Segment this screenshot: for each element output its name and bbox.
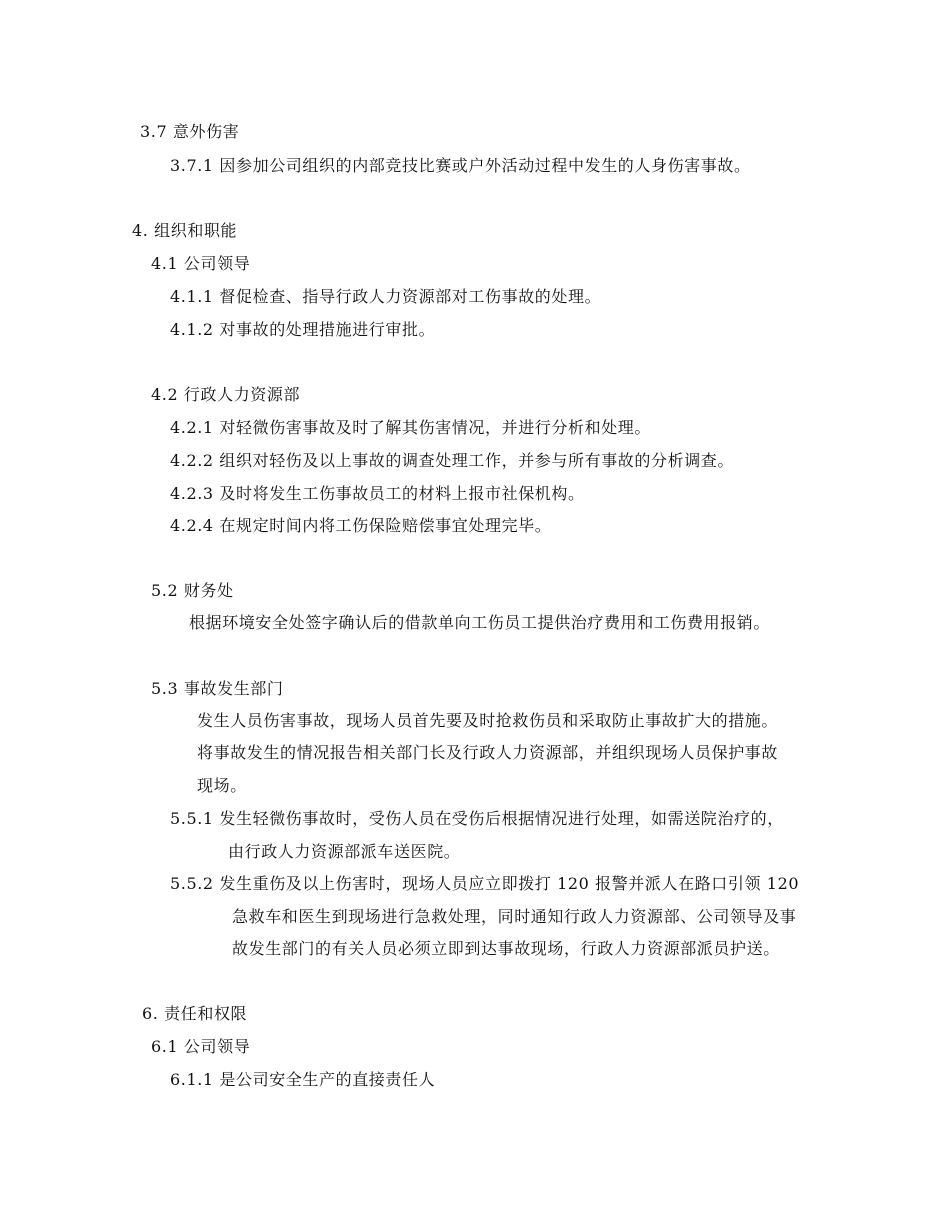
item-3-7-1: 3.7.1 因参加公司组织的内部竞技比赛或户外活动过程中发生的人身伤害事故。 xyxy=(170,156,751,175)
section-heading-6-1: 6.1 公司领导 xyxy=(151,1037,251,1056)
item-5-5-2-continuation: 故发生部门的有关人员必须立即到达事故现场，行政人力资源部派员护送。 xyxy=(232,939,780,958)
item-5-5-1-continuation: 由行政人力资源部派车送医院。 xyxy=(228,842,461,861)
item-5-5-2: 5.5.2 发生重伤及以上伤害时，现场人员应立即拨打 120 报警并派人在路口引领 120 xyxy=(170,874,800,893)
section-heading-3-7: 3.7 意外伤害 xyxy=(140,122,240,141)
item-5-5-1: 5.5.1 发生轻微伤事故时，受伤人员在受伤后根据情况进行处理，如需送院治疗的， xyxy=(170,809,784,828)
item-4-2-2: 4.2.2 组织对轻伤及以上事故的调查处理工作，并参与所有事故的分析调查。 xyxy=(170,451,734,470)
section-heading-4-1: 4.1 公司领导 xyxy=(151,254,251,273)
section-5-3-body-line: 将事故发生的情况报告相关部门长及行政人力资源部，并组织现场人员保护事故 xyxy=(197,743,779,762)
item-4-2-4: 4.2.4 在规定时间内将工伤保险赔偿事宜处理完毕。 xyxy=(170,516,552,535)
item-5-5-2-continuation: 急救车和医生到现场进行急救处理，同时通知行政人力资源部、公司领导及事 xyxy=(232,907,797,926)
section-heading-5-2: 5.2 财务处 xyxy=(151,581,234,600)
section-5-3-body-line: 发生人员伤害事故，现场人员首先要及时抢救伤员和采取防止事故扩大的措施。 xyxy=(197,711,779,730)
section-heading-4: 4. 组织和职能 xyxy=(132,221,238,240)
item-4-2-3: 4.2.3 及时将发生工伤事故员工的材料上报市社保机构。 xyxy=(170,484,585,503)
section-heading-6: 6. 责任和权限 xyxy=(142,1004,248,1023)
item-4-1-2: 4.1.2 对事故的处理措施进行审批。 xyxy=(170,320,436,339)
section-5-2-body: 根据环境安全处签字确认后的借款单向工伤员工提供治疗费用和工伤费用报销。 xyxy=(189,613,771,632)
item-4-1-1: 4.1.1 督促检查、指导行政人力资源部对工伤事故的处理。 xyxy=(170,287,602,306)
item-6-1-1: 6.1.1 是公司安全生产的直接责任人 xyxy=(170,1070,436,1089)
section-heading-4-2: 4.2 行政人力资源部 xyxy=(151,385,301,404)
item-4-2-1: 4.2.1 对轻微伤害事故及时了解其伤害情况，并进行分析和处理。 xyxy=(170,418,651,437)
section-5-3-body-line: 现场。 xyxy=(197,776,247,795)
section-heading-5-3: 5.3 事故发生部门 xyxy=(151,679,284,698)
